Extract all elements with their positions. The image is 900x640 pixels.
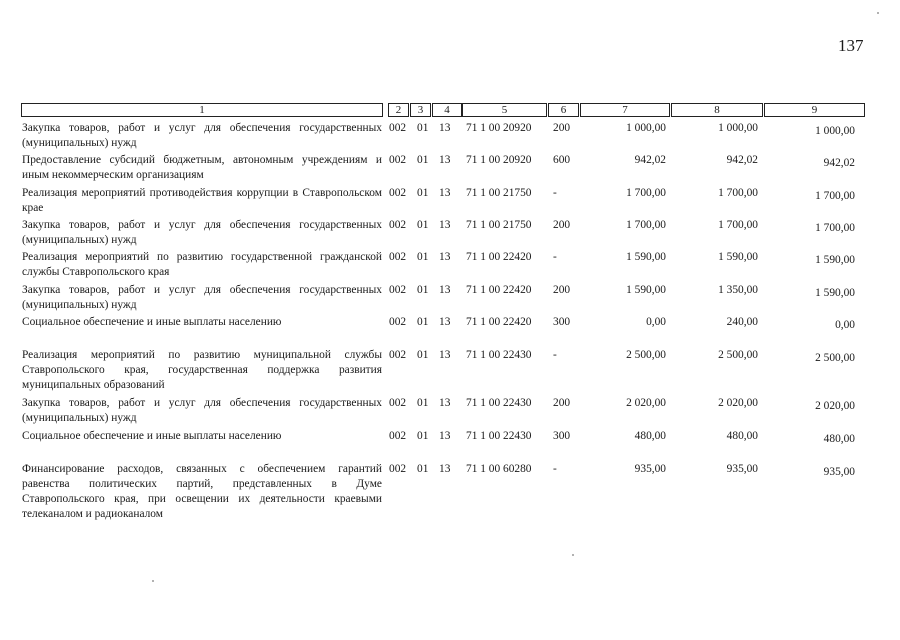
page-number: 137 xyxy=(838,36,864,55)
code-section: 01 xyxy=(417,430,429,442)
code-expense-type: 200 xyxy=(553,122,571,134)
code-admin: 002 xyxy=(389,430,407,442)
code-expense-type: 200 xyxy=(553,397,571,409)
amount-col-7: 935,00 xyxy=(634,463,666,475)
code-subsection: 13 xyxy=(439,122,451,134)
row-description: Социальное обеспечение и иные выплаты населению xyxy=(22,430,282,442)
code-expense-type: - xyxy=(553,463,557,475)
table-header-col-7: 7 xyxy=(580,103,670,117)
code-target: 71 1 00 20920 xyxy=(466,122,532,134)
table-header-col-8: 8 xyxy=(671,103,763,117)
amount-col-8: 1 700,00 xyxy=(718,187,758,199)
amount-col-7: 1 000,00 xyxy=(626,122,666,134)
code-subsection: 13 xyxy=(439,349,451,361)
table-header-col-5: 5 xyxy=(462,103,547,117)
code-section: 01 xyxy=(417,284,429,296)
amount-col-9: 1 590,00 xyxy=(815,287,855,299)
code-target: 71 1 00 22430 xyxy=(466,430,532,442)
code-admin: 002 xyxy=(389,397,407,409)
table-header-col-9: 9 xyxy=(764,103,865,117)
code-admin: 002 xyxy=(389,463,407,475)
amount-col-8: 2 500,00 xyxy=(718,349,758,361)
code-section: 01 xyxy=(417,316,429,328)
code-subsection: 13 xyxy=(439,284,451,296)
amount-col-7: 480,00 xyxy=(634,430,666,442)
code-expense-type: 300 xyxy=(553,316,571,328)
table-header-col-6: 6 xyxy=(548,103,579,117)
amount-col-8: 1 000,00 xyxy=(718,122,758,134)
row-description: Закупка товаров, работ и услуг для обеспечения государственных (муниципальных) нужд xyxy=(22,122,382,149)
row-description: Закупка товаров, работ и услуг для обеспечения государственных (муниципальных) нужд xyxy=(22,397,382,424)
amount-col-8: 1 700,00 xyxy=(718,219,758,231)
code-subsection: 13 xyxy=(439,154,451,166)
code-subsection: 13 xyxy=(439,187,451,199)
amount-col-7: 0,00 xyxy=(646,316,666,328)
row-description: Предоставление субсидий бюджетным, автономным учреждениям и иным некоммерческим организациям xyxy=(22,154,382,181)
code-expense-type: - xyxy=(553,349,557,361)
code-admin: 002 xyxy=(389,187,407,199)
scan-speck xyxy=(152,580,154,582)
code-expense-type: - xyxy=(553,251,557,263)
code-admin: 002 xyxy=(389,349,407,361)
code-target: 71 1 00 22430 xyxy=(466,349,532,361)
code-admin: 002 xyxy=(389,154,407,166)
row-description: Реализация мероприятий по развитию муниципальной службы Ставропольского края, государственная поддержка развития муниципальных образований xyxy=(22,349,382,391)
amount-col-8: 2 020,00 xyxy=(718,397,758,409)
amount-col-8: 480,00 xyxy=(726,430,758,442)
amount-col-7: 2 020,00 xyxy=(626,397,666,409)
code-target: 71 1 00 20920 xyxy=(466,154,532,166)
row-description: Реализация мероприятий по развитию государственной гражданской службы Ставропольского края xyxy=(22,251,382,278)
code-subsection: 13 xyxy=(439,397,451,409)
code-subsection: 13 xyxy=(439,430,451,442)
amount-col-7: 1 700,00 xyxy=(626,187,666,199)
code-target: 71 1 00 22420 xyxy=(466,316,532,328)
code-expense-type: 200 xyxy=(553,284,571,296)
amount-col-7: 1 700,00 xyxy=(626,219,666,231)
code-subsection: 13 xyxy=(439,251,451,263)
code-expense-type: 200 xyxy=(553,219,571,231)
code-section: 01 xyxy=(417,122,429,134)
amount-col-8: 1 350,00 xyxy=(718,284,758,296)
code-section: 01 xyxy=(417,349,429,361)
scan-speck xyxy=(877,12,879,14)
code-expense-type: 600 xyxy=(553,154,571,166)
code-section: 01 xyxy=(417,219,429,231)
amount-col-8: 935,00 xyxy=(726,463,758,475)
code-section: 01 xyxy=(417,397,429,409)
amount-col-9: 1 700,00 xyxy=(815,190,855,202)
scan-speck xyxy=(572,554,574,556)
row-description: Финансирование расходов, связанных с обеспечением гарантий равенства политических партий, представленных в Думе Ставропольского края, при освещении их деятельности краевыми телеканалом и радиоканалом xyxy=(22,463,382,520)
amount-col-7: 1 590,00 xyxy=(626,284,666,296)
amount-col-9: 1 700,00 xyxy=(815,222,855,234)
table-header-col-2: 2 xyxy=(388,103,409,117)
code-section: 01 xyxy=(417,187,429,199)
amount-col-9: 480,00 xyxy=(823,433,855,445)
code-subsection: 13 xyxy=(439,463,451,475)
table-header-col-1: 1 xyxy=(21,103,383,117)
table-header-col-4: 4 xyxy=(432,103,462,117)
amount-col-7: 942,02 xyxy=(634,154,666,166)
amount-col-7: 2 500,00 xyxy=(626,349,666,361)
row-description: Закупка товаров, работ и услуг для обеспечения государственных (муниципальных) нужд xyxy=(22,219,382,246)
code-admin: 002 xyxy=(389,316,407,328)
amount-col-9: 942,02 xyxy=(823,157,855,169)
row-description: Закупка товаров, работ и услуг для обеспечения государственных (муниципальных) нужд xyxy=(22,284,382,311)
code-admin: 002 xyxy=(389,122,407,134)
code-section: 01 xyxy=(417,463,429,475)
code-target: 71 1 00 21750 xyxy=(466,187,532,199)
code-target: 71 1 00 22420 xyxy=(466,284,532,296)
code-target: 71 1 00 60280 xyxy=(466,463,532,475)
code-admin: 002 xyxy=(389,219,407,231)
code-target: 71 1 00 22420 xyxy=(466,251,532,263)
code-expense-type: - xyxy=(553,187,557,199)
amount-col-8: 942,02 xyxy=(726,154,758,166)
code-expense-type: 300 xyxy=(553,430,571,442)
code-target: 71 1 00 22430 xyxy=(466,397,532,409)
amount-col-8: 1 590,00 xyxy=(718,251,758,263)
code-section: 01 xyxy=(417,154,429,166)
amount-col-9: 935,00 xyxy=(823,466,855,478)
code-target: 71 1 00 21750 xyxy=(466,219,532,231)
amount-col-9: 2 500,00 xyxy=(815,352,855,364)
row-description: Реализация мероприятий противодействия коррупции в Ставропольском крае xyxy=(22,187,382,214)
table-header-col-3: 3 xyxy=(410,103,431,117)
amount-col-9: 2 020,00 xyxy=(815,400,855,412)
code-subsection: 13 xyxy=(439,219,451,231)
code-subsection: 13 xyxy=(439,316,451,328)
amount-col-8: 240,00 xyxy=(726,316,758,328)
amount-col-9: 1 590,00 xyxy=(815,254,855,266)
amount-col-7: 1 590,00 xyxy=(626,251,666,263)
code-admin: 002 xyxy=(389,284,407,296)
code-section: 01 xyxy=(417,251,429,263)
row-description: Социальное обеспечение и иные выплаты населению xyxy=(22,316,282,328)
amount-col-9: 1 000,00 xyxy=(815,125,855,137)
code-admin: 002 xyxy=(389,251,407,263)
amount-col-9: 0,00 xyxy=(835,319,855,331)
